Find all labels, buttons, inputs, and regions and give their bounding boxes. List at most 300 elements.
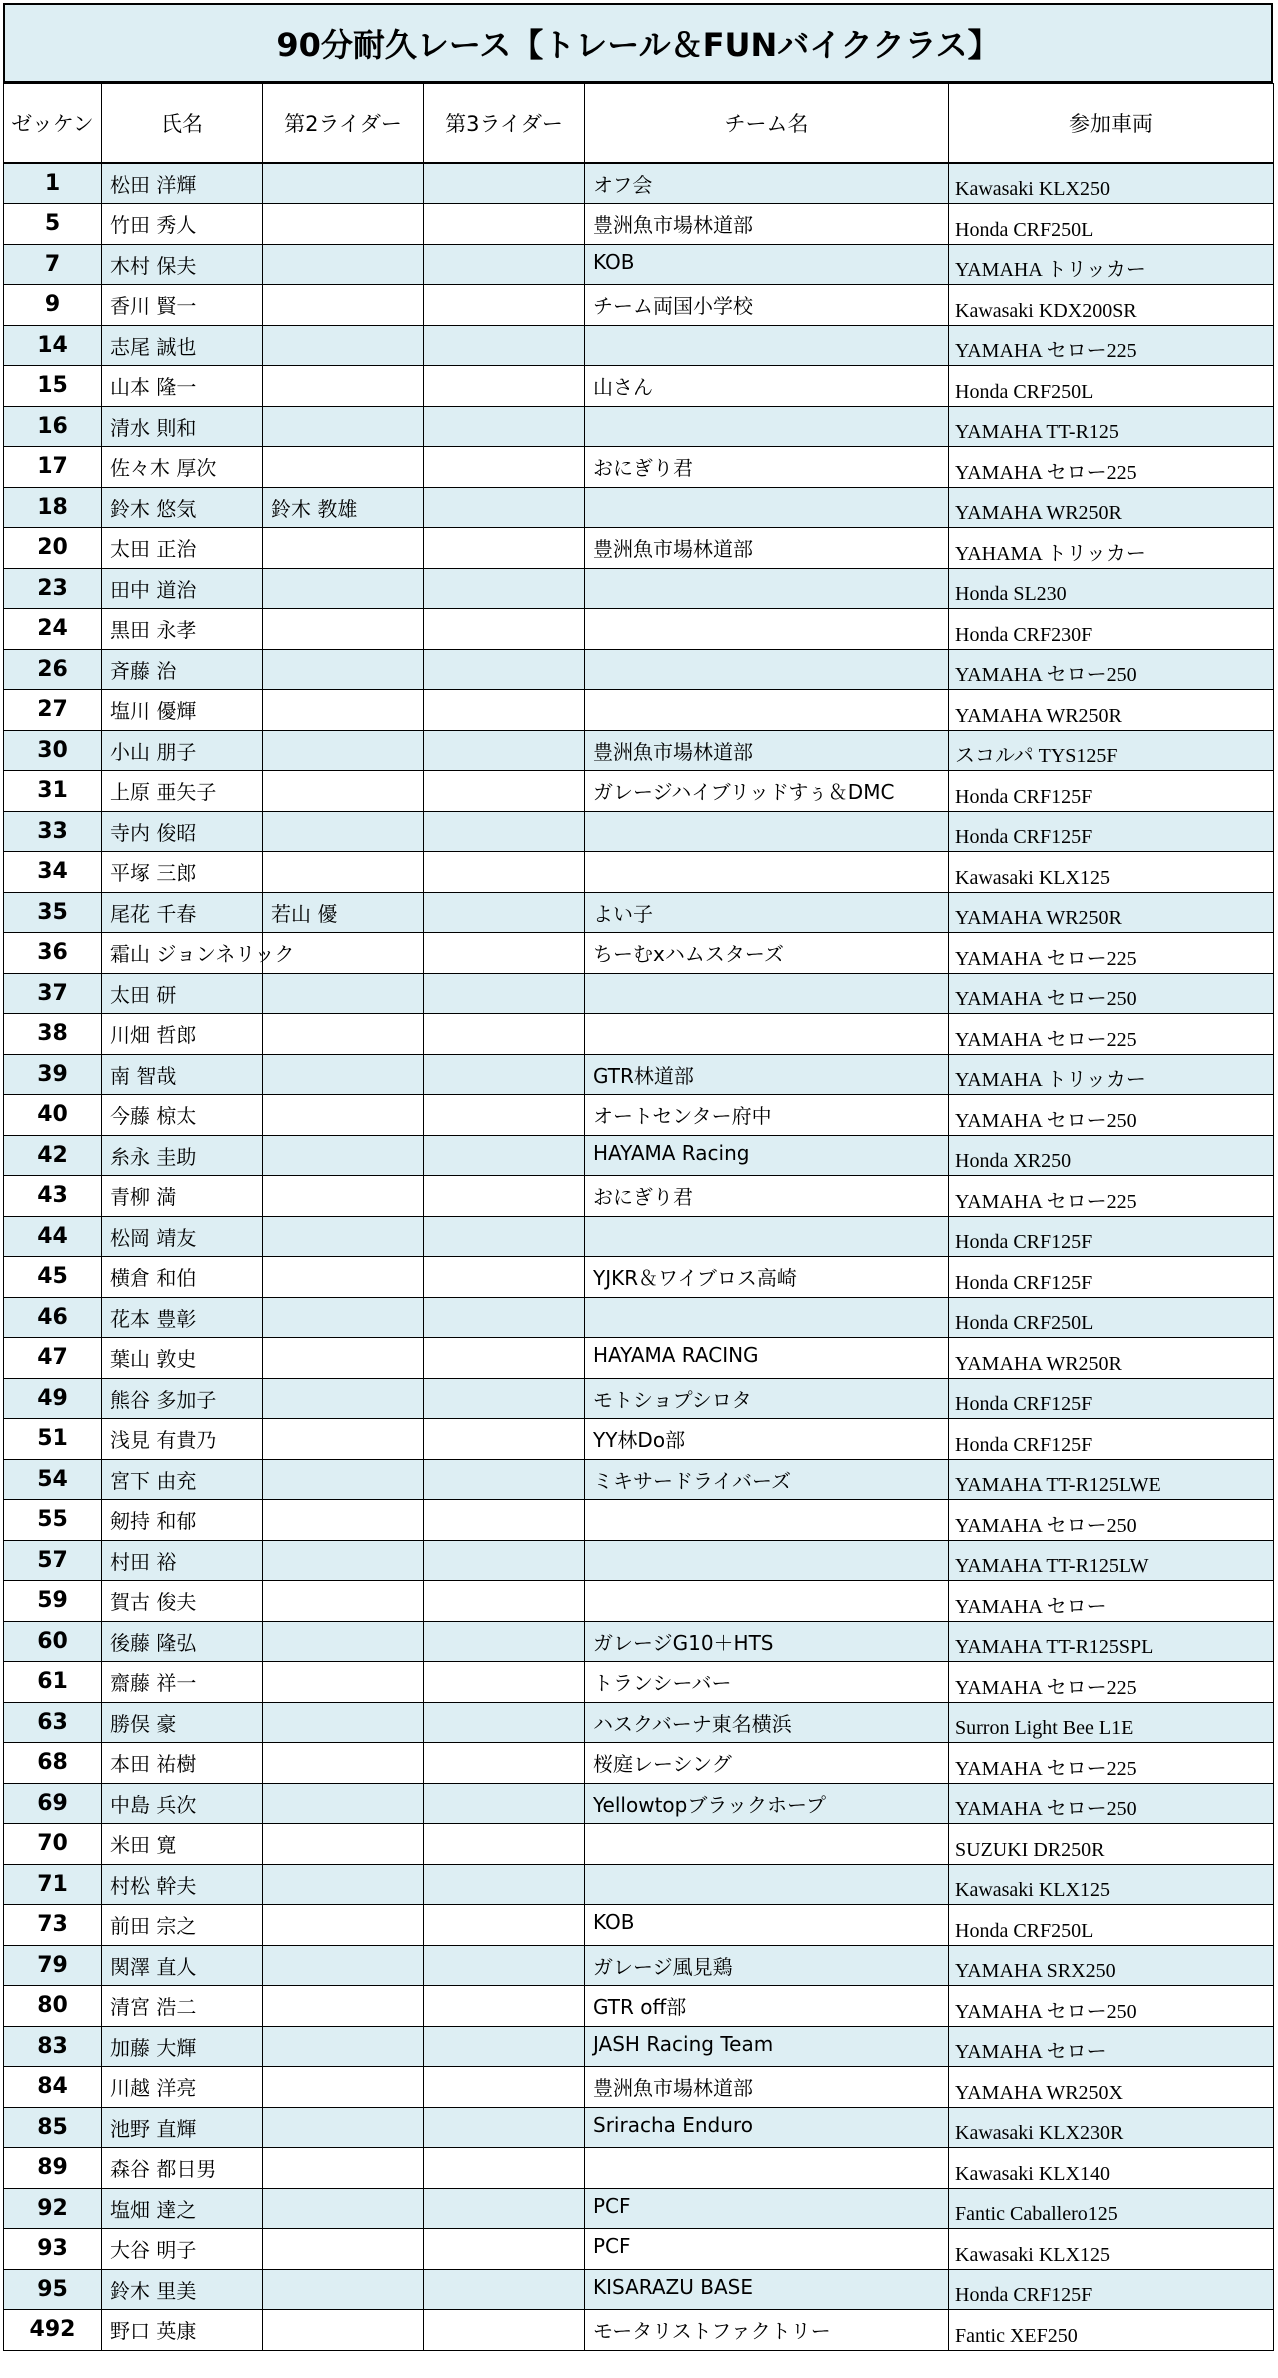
second-rider-cell <box>263 2269 424 2310</box>
table-row <box>4 204 1274 245</box>
table-row <box>4 1459 1274 1500</box>
second-rider-cell <box>263 1014 424 1055</box>
third-rider-cell <box>424 1014 585 1055</box>
team-name-cell: Yellowtopブラックホープ <box>585 1783 949 1824</box>
third-rider-cell <box>424 1743 585 1784</box>
team-name-cell: ガレージG10＋HTS <box>585 1621 949 1662</box>
header-team: チーム名 <box>585 84 949 164</box>
race-number-cell: 35 <box>4 892 102 933</box>
rider-name-cell: 浅見 有貴乃 <box>102 1419 263 1460</box>
race-number-cell: 71 <box>4 1864 102 1905</box>
third-rider-cell <box>424 1864 585 1905</box>
second-rider-cell <box>263 1095 424 1136</box>
table-row <box>4 285 1274 326</box>
third-rider-cell <box>424 1540 585 1581</box>
vehicle-cell: Kawasaki KLX125 <box>949 2229 1274 2270</box>
team-name-cell <box>585 649 949 690</box>
third-rider-cell <box>424 1662 585 1703</box>
vehicle-cell: Honda CRF250L <box>949 366 1274 407</box>
race-number-cell: 93 <box>4 2229 102 2270</box>
rider-name-cell: 村松 幹夫 <box>102 1864 263 1905</box>
team-name-cell: おにぎり君 <box>585 1176 949 1217</box>
second-rider-cell <box>263 1297 424 1338</box>
team-name-cell: 豊洲魚市場林道部 <box>585 528 949 569</box>
race-number-cell: 31 <box>4 771 102 812</box>
vehicle-cell: Honda CRF125F <box>949 1216 1274 1257</box>
rider-name-cell: 塩畑 達之 <box>102 2188 263 2229</box>
second-rider-cell: 鈴木 教雄 <box>263 487 424 528</box>
rider-name-cell: 川越 洋亮 <box>102 2067 263 2108</box>
vehicle-cell: YAMAHA セロー225 <box>949 933 1274 974</box>
third-rider-cell <box>424 204 585 245</box>
race-number-cell: 1 <box>4 163 102 204</box>
third-rider-cell <box>424 1257 585 1298</box>
second-rider-cell <box>263 1257 424 1298</box>
third-rider-cell <box>424 1500 585 1541</box>
second-rider-cell <box>263 1621 424 1662</box>
header-rider2: 第2ライダー <box>263 84 424 164</box>
third-rider-cell <box>424 2188 585 2229</box>
vehicle-cell: スコルパ TYS125F <box>949 730 1274 771</box>
second-rider-cell <box>263 2310 424 2351</box>
team-name-cell: ハスクバーナ東名横浜 <box>585 1702 949 1743</box>
third-rider-cell <box>424 244 585 285</box>
rider-name-cell: 野口 英康 <box>102 2310 263 2351</box>
second-rider-cell <box>263 1338 424 1379</box>
table-row <box>4 1419 1274 1460</box>
table-row <box>4 1135 1274 1176</box>
table-row <box>4 1662 1274 1703</box>
team-name-cell: JASH Racing Team <box>585 2026 949 2067</box>
race-number-cell: 89 <box>4 2148 102 2189</box>
table-row <box>4 2026 1274 2067</box>
table-body <box>4 163 1274 2350</box>
header-rider3: 第3ライダー <box>424 84 585 164</box>
table-row <box>4 1702 1274 1743</box>
second-rider-cell <box>263 2188 424 2229</box>
race-number-cell: 20 <box>4 528 102 569</box>
team-name-cell: チーム両国小学校 <box>585 285 949 326</box>
race-number-cell: 49 <box>4 1378 102 1419</box>
table-row <box>4 609 1274 650</box>
rider-name-cell: 森谷 都日男 <box>102 2148 263 2189</box>
team-name-cell: 豊洲魚市場林道部 <box>585 730 949 771</box>
rider-name-cell: 清宮 浩二 <box>102 1986 263 2027</box>
rider-name-cell: 関澤 直人 <box>102 1945 263 1986</box>
vehicle-cell: YAMAHA セロー250 <box>949 973 1274 1014</box>
race-number-cell: 95 <box>4 2269 102 2310</box>
rider-name-cell: 加藤 大輝 <box>102 2026 263 2067</box>
table-row <box>4 1054 1274 1095</box>
team-name-cell: おにぎり君 <box>585 447 949 488</box>
vehicle-cell: YAMAHA セロー225 <box>949 1014 1274 1055</box>
team-name-cell: 豊洲魚市場林道部 <box>585 2067 949 2108</box>
team-name-cell: GTR off部 <box>585 1986 949 2027</box>
third-rider-cell <box>424 892 585 933</box>
team-name-cell: GTR林道部 <box>585 1054 949 1095</box>
race-number-cell: 60 <box>4 1621 102 1662</box>
second-rider-cell <box>263 1824 424 1865</box>
table-row <box>4 730 1274 771</box>
team-name-cell: Sriracha Enduro <box>585 2107 949 2148</box>
race-number-cell: 23 <box>4 568 102 609</box>
table-row <box>4 528 1274 569</box>
table-row <box>4 973 1274 1014</box>
second-rider-cell <box>263 2026 424 2067</box>
rider-name-cell: 霜山 ジョンネリック <box>102 933 263 974</box>
vehicle-cell: Kawasaki KLX125 <box>949 852 1274 893</box>
header-name: 氏名 <box>102 84 263 164</box>
vehicle-cell: Honda XR250 <box>949 1135 1274 1176</box>
second-rider-cell <box>263 1743 424 1784</box>
rider-name-cell: 村田 裕 <box>102 1540 263 1581</box>
team-name-cell: ミキサードライバーズ <box>585 1459 949 1500</box>
table-header <box>4 84 1274 164</box>
table-row <box>4 2188 1274 2229</box>
second-rider-cell <box>263 1135 424 1176</box>
third-rider-cell <box>424 447 585 488</box>
race-number-cell: 24 <box>4 609 102 650</box>
rider-name-cell: 勝俣 豪 <box>102 1702 263 1743</box>
table-row <box>4 892 1274 933</box>
third-rider-cell <box>424 325 585 366</box>
rider-name-cell: 香川 賢一 <box>102 285 263 326</box>
team-name-cell <box>585 1216 949 1257</box>
team-name-cell <box>585 1014 949 1055</box>
race-number-cell: 36 <box>4 933 102 974</box>
header-row <box>4 84 1274 164</box>
team-name-cell <box>585 1581 949 1622</box>
vehicle-cell: Honda CRF125F <box>949 1257 1274 1298</box>
race-number-cell: 9 <box>4 285 102 326</box>
team-name-cell <box>585 487 949 528</box>
second-rider-cell <box>263 366 424 407</box>
race-number-cell: 47 <box>4 1338 102 1379</box>
rider-name-cell: 上原 亜矢子 <box>102 771 263 812</box>
rider-name-cell: 青柳 満 <box>102 1176 263 1217</box>
vehicle-cell: YAMAHA トリッカー <box>949 244 1274 285</box>
vehicle-cell: Honda CRF125F <box>949 1419 1274 1460</box>
third-rider-cell <box>424 487 585 528</box>
third-rider-cell <box>424 1945 585 1986</box>
table-row <box>4 2269 1274 2310</box>
vehicle-cell: SUZUKI DR250R <box>949 1824 1274 1865</box>
second-rider-cell <box>263 1500 424 1541</box>
third-rider-cell <box>424 2269 585 2310</box>
vehicle-cell: Honda CRF250L <box>949 204 1274 245</box>
team-name-cell: ちーむxハムスターズ <box>585 933 949 974</box>
team-name-cell: KOB <box>585 244 949 285</box>
third-rider-cell <box>424 1297 585 1338</box>
second-rider-cell <box>263 1783 424 1824</box>
rider-name-cell: 後藤 隆弘 <box>102 1621 263 1662</box>
table-row <box>4 1500 1274 1541</box>
third-rider-cell <box>424 1054 585 1095</box>
second-rider-cell <box>263 1581 424 1622</box>
header-bike: 参加車両 <box>949 84 1274 164</box>
table-row <box>4 933 1274 974</box>
race-number-cell: 68 <box>4 1743 102 1784</box>
third-rider-cell <box>424 1176 585 1217</box>
team-name-cell: よい子 <box>585 892 949 933</box>
second-rider-cell <box>263 244 424 285</box>
table-row <box>4 2229 1274 2270</box>
vehicle-cell: Honda CRF230F <box>949 609 1274 650</box>
rider-name-cell: 黒田 永孝 <box>102 609 263 650</box>
table-row <box>4 1540 1274 1581</box>
team-name-cell: モータリストファクトリー <box>585 2310 949 2351</box>
vehicle-cell: YAMAHA トリッカー <box>949 1054 1274 1095</box>
third-rider-cell <box>424 1621 585 1662</box>
rider-name-cell: 大谷 明子 <box>102 2229 263 2270</box>
team-name-cell <box>585 1824 949 1865</box>
table-row <box>4 1945 1274 1986</box>
rider-name-cell: 米田 寛 <box>102 1824 263 1865</box>
table-row <box>4 487 1274 528</box>
second-rider-cell <box>263 1662 424 1703</box>
third-rider-cell <box>424 406 585 447</box>
team-name-cell: KISARAZU BASE <box>585 2269 949 2310</box>
third-rider-cell <box>424 2107 585 2148</box>
table-row <box>4 568 1274 609</box>
race-number-cell: 27 <box>4 690 102 731</box>
table-row <box>4 1257 1274 1298</box>
team-name-cell <box>585 811 949 852</box>
table-row <box>4 2310 1274 2351</box>
vehicle-cell: Fantic Caballero125 <box>949 2188 1274 2229</box>
rider-name-cell: 糸永 圭助 <box>102 1135 263 1176</box>
race-number-cell: 84 <box>4 2067 102 2108</box>
table-row <box>4 244 1274 285</box>
race-number-cell: 34 <box>4 852 102 893</box>
race-number-cell: 46 <box>4 1297 102 1338</box>
race-number-cell: 492 <box>4 2310 102 2351</box>
vehicle-cell: YAHAMA トリッカー <box>949 528 1274 569</box>
third-rider-cell <box>424 528 585 569</box>
entry-table <box>3 83 1274 2351</box>
race-number-cell: 42 <box>4 1135 102 1176</box>
rider-name-cell: 南 智哉 <box>102 1054 263 1095</box>
third-rider-cell <box>424 366 585 407</box>
third-rider-cell <box>424 649 585 690</box>
third-rider-cell <box>424 2026 585 2067</box>
rider-name-cell: 寺内 俊昭 <box>102 811 263 852</box>
team-name-cell <box>585 609 949 650</box>
team-name-cell <box>585 325 949 366</box>
table-row <box>4 690 1274 731</box>
rider-name-cell: 斉藤 治 <box>102 649 263 690</box>
table-row <box>4 1014 1274 1055</box>
vehicle-cell: YAMAHA セロー225 <box>949 447 1274 488</box>
third-rider-cell <box>424 1095 585 1136</box>
table-row <box>4 2148 1274 2189</box>
team-name-cell: KOB <box>585 1905 949 1946</box>
race-number-cell: 57 <box>4 1540 102 1581</box>
vehicle-cell: YAMAHA WR250X <box>949 2067 1274 2108</box>
third-rider-cell <box>424 2067 585 2108</box>
second-rider-cell: 若山 優 <box>263 892 424 933</box>
rider-name-cell: 塩川 優輝 <box>102 690 263 731</box>
team-name-cell: ガレージ風見鶏 <box>585 1945 949 1986</box>
race-number-cell: 18 <box>4 487 102 528</box>
team-name-cell: ガレージハイブリッドすぅ＆DMC <box>585 771 949 812</box>
second-rider-cell <box>263 1419 424 1460</box>
third-rider-cell <box>424 2148 585 2189</box>
vehicle-cell: Kawasaki KLX140 <box>949 2148 1274 2189</box>
rider-name-cell: 川畑 哲郎 <box>102 1014 263 1055</box>
race-number-cell: 30 <box>4 730 102 771</box>
race-number-cell: 63 <box>4 1702 102 1743</box>
third-rider-cell <box>424 1419 585 1460</box>
race-number-cell: 79 <box>4 1945 102 1986</box>
table-row <box>4 366 1274 407</box>
vehicle-cell: YAMAHA TT-R125LW <box>949 1540 1274 1581</box>
rider-name-cell: 賀古 俊夫 <box>102 1581 263 1622</box>
third-rider-cell <box>424 933 585 974</box>
race-number-cell: 44 <box>4 1216 102 1257</box>
race-number-cell: 73 <box>4 1905 102 1946</box>
race-number-cell: 40 <box>4 1095 102 1136</box>
team-name-cell: YJKR＆ワイブロス高崎 <box>585 1257 949 1298</box>
team-name-cell <box>585 1864 949 1905</box>
team-name-cell: HAYAMA Racing <box>585 1135 949 1176</box>
race-number-cell: 39 <box>4 1054 102 1095</box>
rider-name-cell: 平塚 三郎 <box>102 852 263 893</box>
third-rider-cell <box>424 2310 585 2351</box>
vehicle-cell: YAMAHA WR250R <box>949 487 1274 528</box>
third-rider-cell <box>424 1986 585 2027</box>
team-name-cell: オフ会 <box>585 163 949 204</box>
race-number-cell: 54 <box>4 1459 102 1500</box>
table-row <box>4 649 1274 690</box>
second-rider-cell <box>263 2067 424 2108</box>
race-number-cell: 69 <box>4 1783 102 1824</box>
rider-name-cell: 本田 祐樹 <box>102 1743 263 1784</box>
team-name-cell <box>585 568 949 609</box>
table-row <box>4 1864 1274 1905</box>
table-row <box>4 1905 1274 1946</box>
vehicle-cell: YAMAHA WR250R <box>949 892 1274 933</box>
rider-name-cell: 剱持 和郁 <box>102 1500 263 1541</box>
third-rider-cell <box>424 285 585 326</box>
race-number-cell: 37 <box>4 973 102 1014</box>
table-row <box>4 1378 1274 1419</box>
third-rider-cell <box>424 1459 585 1500</box>
table-row <box>4 406 1274 447</box>
second-rider-cell <box>263 852 424 893</box>
third-rider-cell <box>424 811 585 852</box>
rider-name-cell: 太田 正治 <box>102 528 263 569</box>
second-rider-cell <box>263 1905 424 1946</box>
team-name-cell: トランシーバー <box>585 1662 949 1703</box>
table-row <box>4 1824 1274 1865</box>
vehicle-cell: Honda SL230 <box>949 568 1274 609</box>
race-number-cell: 59 <box>4 1581 102 1622</box>
vehicle-cell: Kawasaki KLX230R <box>949 2107 1274 2148</box>
second-rider-cell <box>263 528 424 569</box>
vehicle-cell: Honda CRF125F <box>949 811 1274 852</box>
team-name-cell <box>585 1297 949 1338</box>
vehicle-cell: Fantic XEF250 <box>949 2310 1274 2351</box>
second-rider-cell <box>263 285 424 326</box>
rider-name-cell: 佐々木 厚次 <box>102 447 263 488</box>
table-row <box>4 1095 1274 1136</box>
rider-name-cell: 山本 隆一 <box>102 366 263 407</box>
rider-name-cell: 太田 研 <box>102 973 263 1014</box>
second-rider-cell <box>263 649 424 690</box>
third-rider-cell <box>424 568 585 609</box>
vehicle-cell: Surron Light Bee L1E <box>949 1702 1274 1743</box>
table-row <box>4 852 1274 893</box>
team-name-cell: 豊洲魚市場林道部 <box>585 204 949 245</box>
vehicle-cell: YAMAHA セロー250 <box>949 1500 1274 1541</box>
table-row <box>4 1176 1274 1217</box>
vehicle-cell: YAMAHA セロー225 <box>949 1662 1274 1703</box>
second-rider-cell <box>263 1459 424 1500</box>
team-name-cell <box>585 1540 949 1581</box>
team-name-cell <box>585 852 949 893</box>
second-rider-cell <box>263 1986 424 2027</box>
third-rider-cell <box>424 1824 585 1865</box>
team-name-cell <box>585 1500 949 1541</box>
race-number-cell: 5 <box>4 204 102 245</box>
vehicle-cell: Honda CRF125F <box>949 2269 1274 2310</box>
second-rider-cell <box>263 973 424 1014</box>
rider-name-cell: 熊谷 多加子 <box>102 1378 263 1419</box>
vehicle-cell: YAMAHA セロー250 <box>949 1095 1274 1136</box>
vehicle-cell: YAMAHA セロー250 <box>949 1783 1274 1824</box>
entry-sheet <box>3 3 1273 2351</box>
table-row <box>4 771 1274 812</box>
third-rider-cell <box>424 771 585 812</box>
second-rider-cell <box>263 1378 424 1419</box>
team-name-cell <box>585 406 949 447</box>
vehicle-cell: YAMAHA SRX250 <box>949 1945 1274 1986</box>
second-rider-cell <box>263 1702 424 1743</box>
rider-name-cell: 松田 洋輝 <box>102 163 263 204</box>
team-name-cell: PCF <box>585 2229 949 2270</box>
rider-name-cell: 宮下 由充 <box>102 1459 263 1500</box>
rider-name-cell: 木村 保夫 <box>102 244 263 285</box>
vehicle-cell: YAMAHA セロー225 <box>949 1743 1274 1784</box>
rider-name-cell: 尾花 千春 <box>102 892 263 933</box>
race-number-cell: 70 <box>4 1824 102 1865</box>
race-number-cell: 80 <box>4 1986 102 2027</box>
race-number-cell: 92 <box>4 2188 102 2229</box>
race-number-cell: 55 <box>4 1500 102 1541</box>
rider-name-cell: 今藤 椋太 <box>102 1095 263 1136</box>
sheet-title <box>3 3 1273 83</box>
table-row <box>4 163 1274 204</box>
rider-name-cell: 鈴木 悠気 <box>102 487 263 528</box>
team-name-cell: 山さん <box>585 366 949 407</box>
race-number-cell: 7 <box>4 244 102 285</box>
rider-name-cell: 葉山 敦史 <box>102 1338 263 1379</box>
table-row <box>4 811 1274 852</box>
second-rider-cell <box>263 690 424 731</box>
race-number-cell: 43 <box>4 1176 102 1217</box>
third-rider-cell <box>424 1216 585 1257</box>
third-rider-cell <box>424 690 585 731</box>
table-row <box>4 325 1274 366</box>
table-row <box>4 1783 1274 1824</box>
sheet-title-text: 90分耐久レース【トレール＆FUNバイククラス】 <box>276 26 1000 64</box>
table-row <box>4 1216 1274 1257</box>
second-rider-cell <box>263 1176 424 1217</box>
vehicle-cell: YAMAHA セロー250 <box>949 1986 1274 2027</box>
second-rider-cell <box>263 811 424 852</box>
race-number-cell: 26 <box>4 649 102 690</box>
